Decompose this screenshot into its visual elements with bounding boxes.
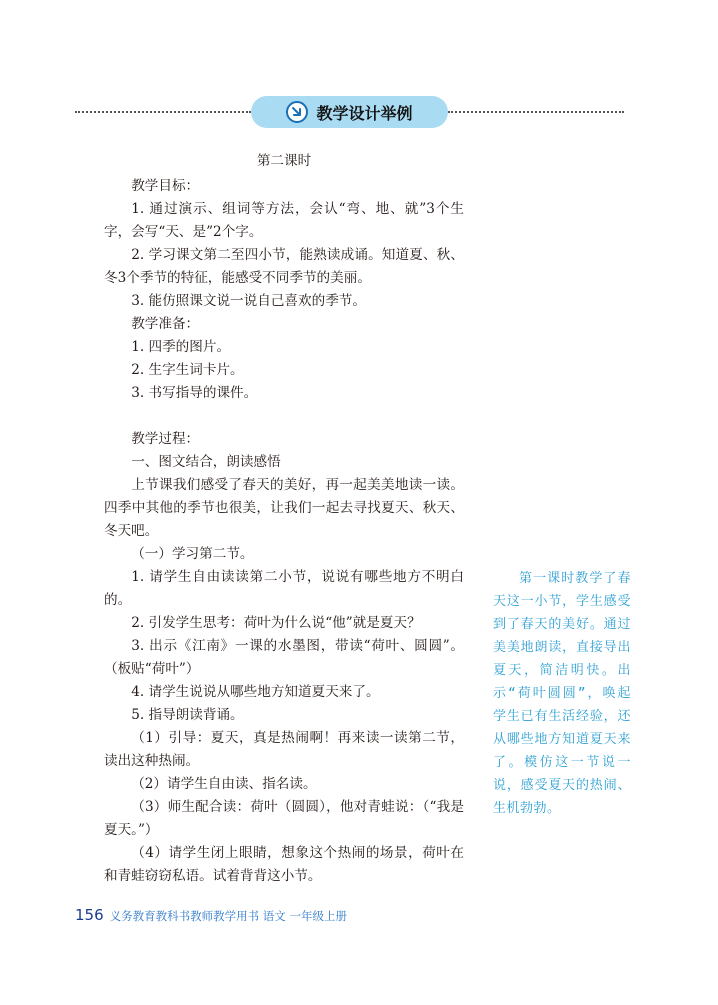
page-footer [75, 906, 347, 924]
section-title: 教学设计举例 [316, 103, 413, 123]
book-title: 义务教育教科书教师教学用书 语文 一年级上册 [109, 909, 347, 923]
header-divider-left [75, 111, 251, 113]
lesson-body [104, 150, 464, 888]
paragraph: 5. 指导朗读背诵。 [131, 707, 244, 723]
spacer [104, 405, 464, 428]
header-divider-right [448, 111, 624, 113]
paragraph: 教学目标： [131, 178, 200, 194]
paragraph: 1. 四季的图片。 [131, 339, 231, 355]
paragraph: （4）请学生闭上眼睛，想象这个热闹的场景，荷叶在和青蛙窃窃私语。试着背背这小节。 [104, 845, 464, 884]
lesson-title: 第二课时 [256, 153, 312, 169]
arrow-circle-icon [286, 101, 308, 123]
paragraph: 3. 能仿照课文说一说自己喜欢的季节。 [131, 293, 366, 309]
paragraph: 4. 请学生说说从哪些地方知道夏天来了。 [131, 684, 380, 700]
paragraph: 2. 学习课文第二至四小节，能熟读成诵。知道夏、秋、冬3个季节的特征，能感受不同季节的美丽。 [104, 247, 464, 286]
margin-note: 第一课时教学了春天这一小节，学生感受到了春天的美好。通过美美地朗读，直接导出夏天，简洁明快。出示“荷叶圆圆”，唤起学生已有生活经验，还从哪些地方知道夏天来了。模仿这一节说一说，感受夏天的热闹、生机勃勃。 [493, 571, 631, 816]
paragraph: 上节课我们感受了春天的美好，再一起美美地读一读。四季中其他的季节也很美，让我们一起去寻找夏天、秋天、冬天吧。 [104, 477, 464, 539]
paragraph: 3. 书写指导的课件。 [131, 385, 258, 401]
section-header-badge [251, 96, 448, 128]
paragraph: （1）引导：夏天，真是热闹啊！再来读一读第二节，读出这种热闹。 [104, 730, 464, 769]
paragraph: 1. 通过演示、组词等方法，会认“弯、地、就”3个生字，会写“天、是”2个字。 [104, 201, 464, 240]
paragraph: 一、图文结合，朗读感悟 [131, 454, 281, 470]
paragraph: 2. 生字生词卡片。 [131, 362, 244, 378]
paragraph: 1. 请学生自由读读第二小节，说说有哪些地方不明白的。 [104, 569, 464, 608]
paragraph: （2）请学生自由读、指名读。 [131, 776, 317, 792]
paragraph: 2. 引发学生思考：荷叶为什么说“他”就是夏天？ [131, 615, 421, 631]
page-number: 156 [75, 906, 104, 924]
paragraph: （3）师生配合读：荷叶（圆圆），他对青蛙说：（“我是夏天。”） [104, 799, 464, 838]
paragraph: 教学过程： [131, 431, 200, 447]
paragraph: 教学准备： [131, 316, 200, 332]
paragraph: （一）学习第二节。 [131, 546, 254, 562]
paragraph: 3. 出示《江南》一课的水墨图，带读“荷叶、圆圆”。（板贴“荷叶”） [104, 638, 464, 677]
